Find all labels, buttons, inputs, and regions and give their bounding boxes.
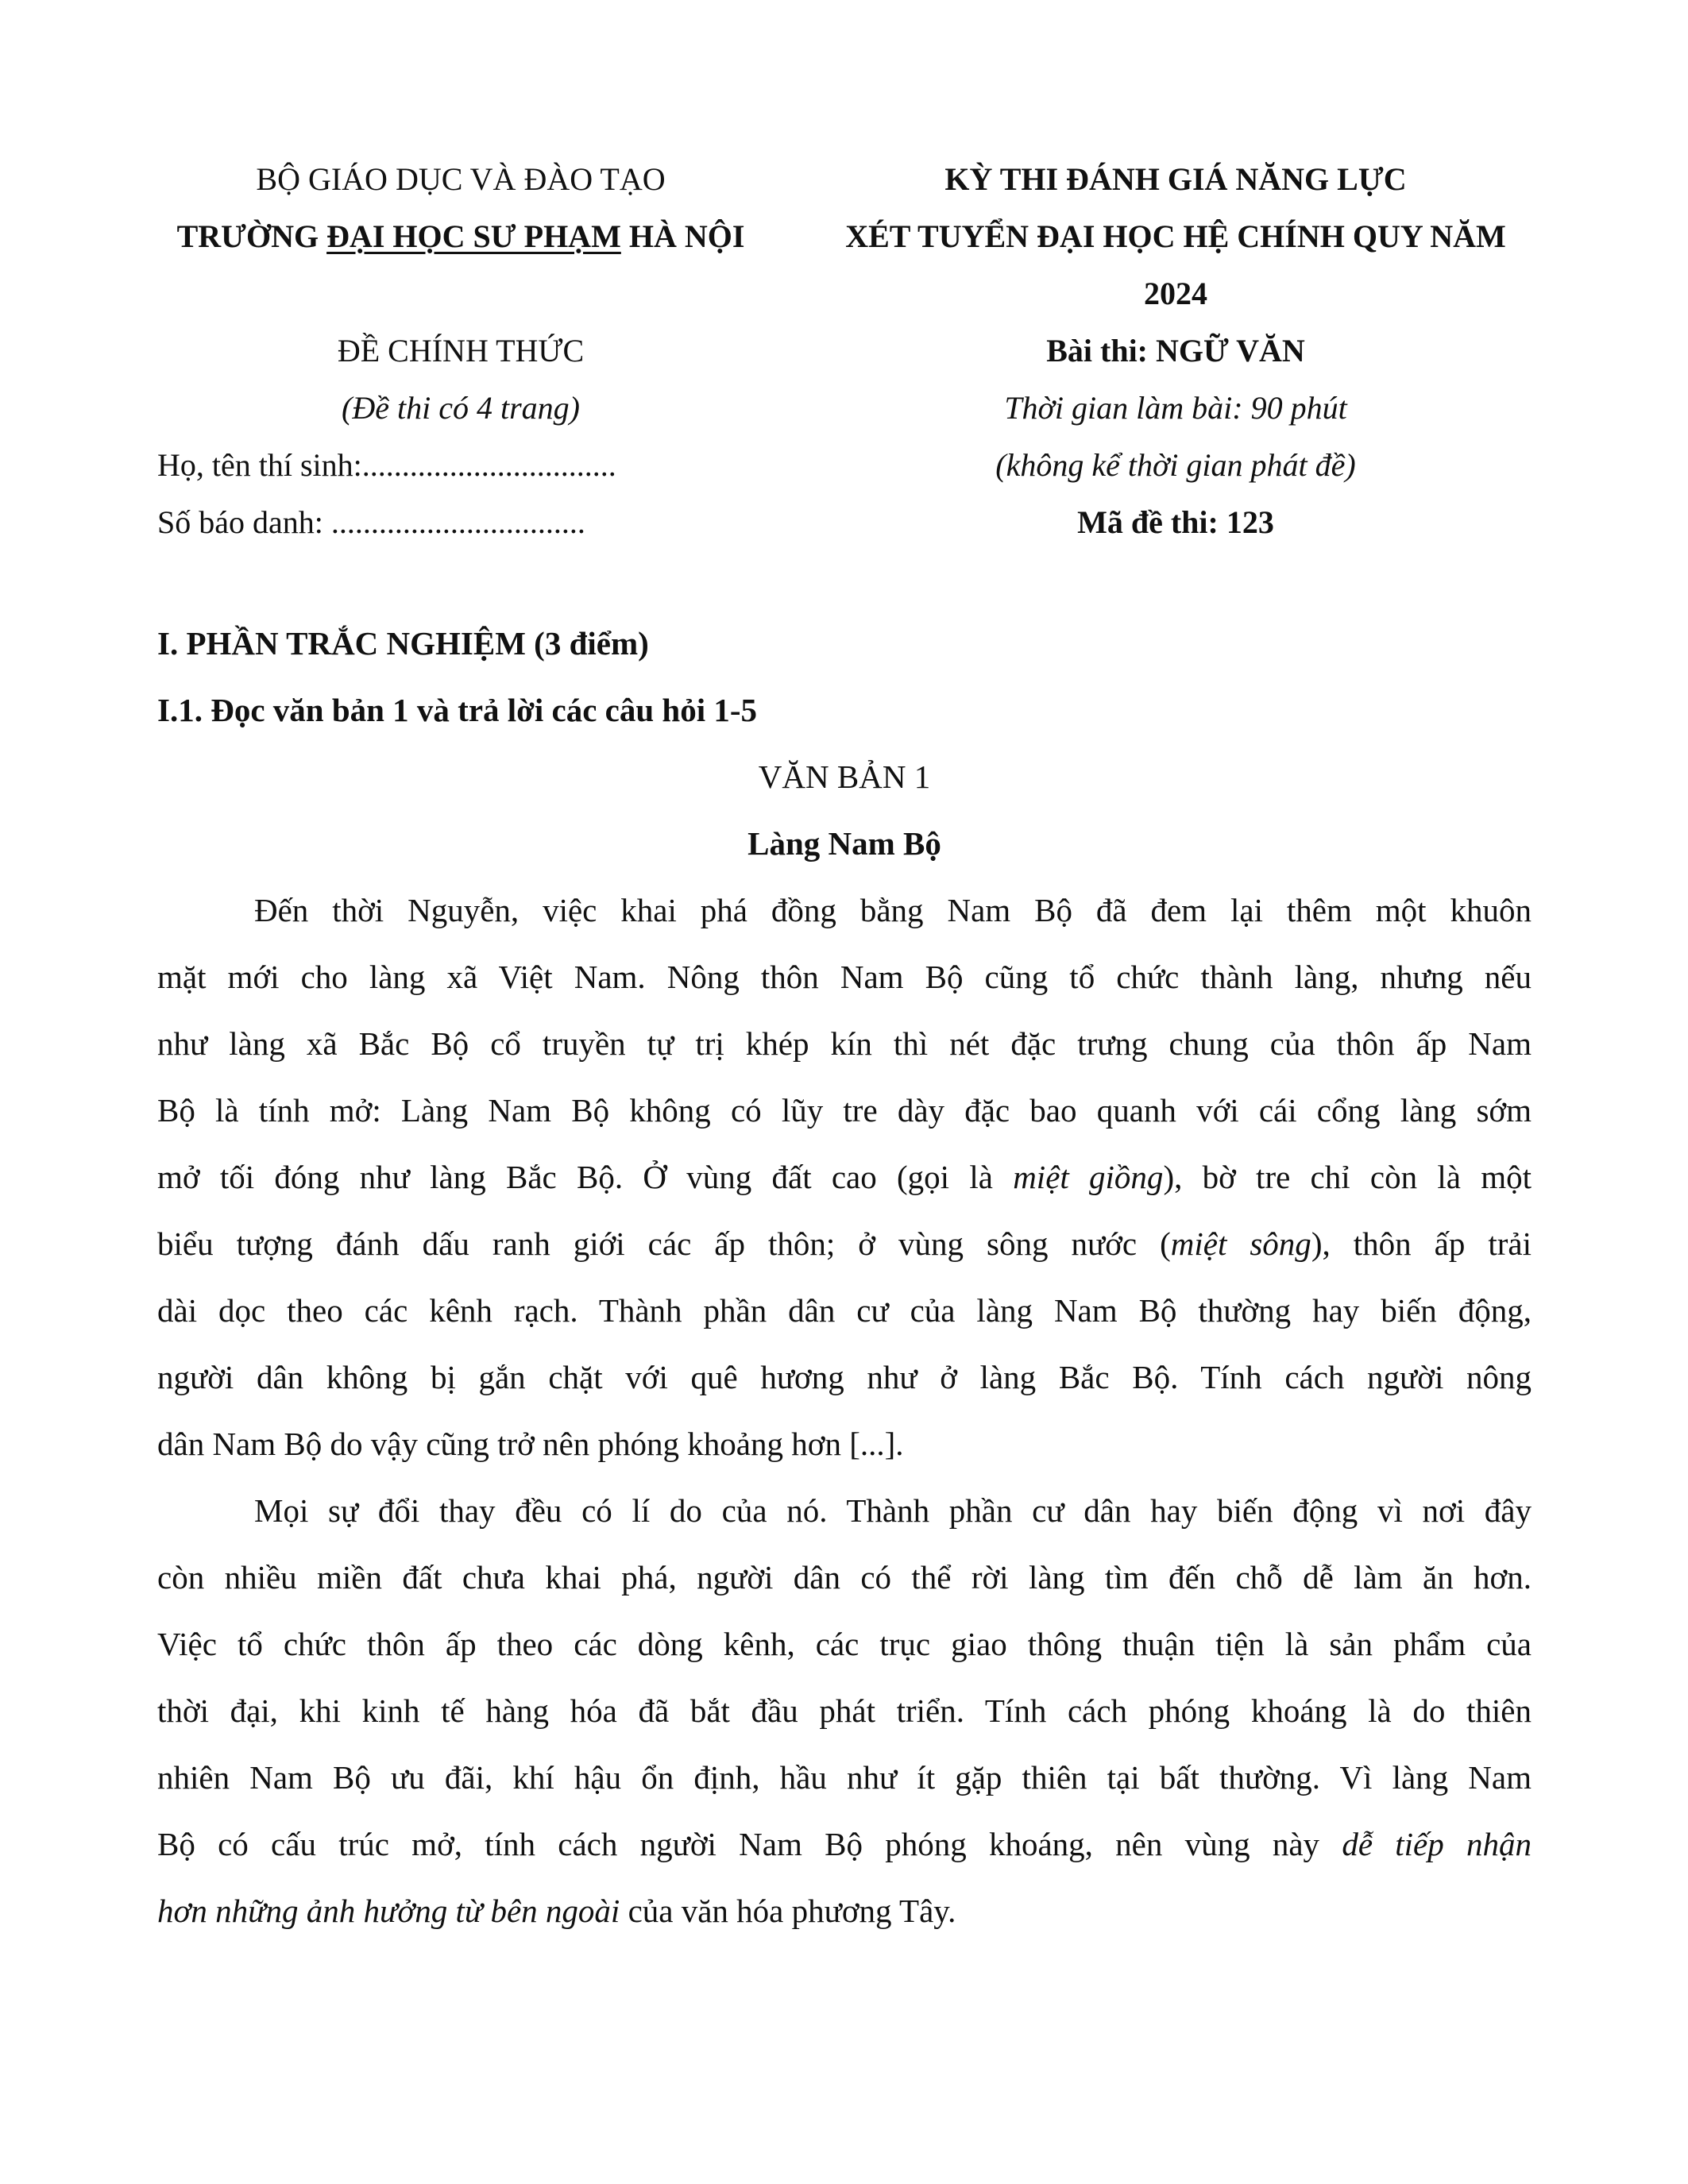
emphasis-anh-huong: hơn những ảnh hưởng từ bên ngoài (157, 1893, 620, 1929)
emphasis-de-tiep-nhan: dễ tiếp nhận (1342, 1826, 1532, 1862)
header-left (127, 151, 794, 551)
paragraph-1 (157, 877, 1532, 1477)
header-right (786, 151, 1565, 551)
paragraph-2 (157, 1477, 1532, 1944)
exam-header (127, 151, 1565, 564)
exam-body (157, 610, 1532, 1944)
p2-line-7-b: của văn hóa phương Tây. (620, 1893, 956, 1929)
exam-year: 2024 (1144, 276, 1207, 311)
subsection-title: I.1. Đọc văn bản 1 và trả lời các câu hỏi 1-5 (157, 692, 757, 728)
p1-line-9: dân Nam Bộ do vậy cũng trở nên phóng khoảng hơn [...]. (157, 1426, 904, 1462)
p1-line-6-a: biểu tượng đánh dấu ranh giới các ấp thôn; ở vùng sông nước ( (157, 1225, 1171, 1262)
duration-note: (không kể thời gian phát đề) (995, 447, 1356, 483)
p2-line-5: nhiên Nam Bộ ưu đãi, khí hậu ổn định, hầu như ít gặp thiên tại bất thường. Vì làng Nam (157, 1759, 1532, 1796)
p1-line-2: mặt mới cho làng xã Việt Nam. Nông thôn Nam Bộ cũng tổ chức thành làng, nhưng nếu (157, 959, 1532, 995)
p1-line-3: như làng xã Bắc Bộ cổ truyền tự trị khép kín thì nét đặc trưng chung của thôn ấp Nam (157, 1025, 1532, 1062)
p1-line-8: người dân không bị gắn chặt với quê hương như ở làng Bắc Bộ. Tính cách người nông (157, 1359, 1532, 1395)
p2-line-3: Việc tổ chức thôn ấp theo các dòng kênh, các trục giao thông thuận tiện là sản phẩm của (157, 1626, 1532, 1662)
p2-line-7 (157, 1877, 1532, 1944)
section-title: I. PHẦN TRẮC NGHIỆM (3 điểm) (157, 625, 649, 662)
exam-title: KỲ THI ĐÁNH GIÁ NĂNG LỰC (944, 161, 1407, 197)
p1-line-5-b: ), bờ tre chỉ còn là một (1163, 1159, 1532, 1195)
p1-line-6 (157, 1210, 1532, 1277)
p2-line-6-a: Bộ có cấu trúc mở, tính cách người Nam Bộ phóng khoáng, nên vùng này (157, 1826, 1342, 1862)
text-title: Làng Nam Bộ (747, 825, 941, 862)
candidate-name-field: Họ, tên thí sinh:................................ (157, 447, 616, 483)
p2-line-4: thời đại, khi kinh tế hàng hóa đã bắt đầu phát triển. Tính cách phóng khoáng là do thiên (157, 1692, 1532, 1729)
p2-line-1: Mọi sự đổi thay đều có lí do của nó. Thành phần cư dân hay biến động vì nơi đây (254, 1492, 1532, 1529)
duration: Thời gian làm bài: 90 phút (1004, 390, 1347, 426)
school-name (127, 208, 794, 265)
p1-line-5 (157, 1144, 1532, 1210)
exam-subtitle: XÉT TUYỂN ĐẠI HỌC HỆ CHÍNH QUY NĂM (845, 218, 1506, 254)
subject: Bài thi: NGỮ VĂN (1046, 333, 1305, 369)
p1-line-6-b: ), thôn ấp trải (1311, 1225, 1532, 1262)
p2-line-2: còn nhiều miền đất chưa khai phá, người dân có thể rời làng tìm đến chỗ dễ làm ăn hơn. (157, 1559, 1532, 1596)
official-label: ĐỀ CHÍNH THỨC (337, 333, 585, 369)
school-prefix: TRƯỜNG (176, 218, 327, 254)
term-miet-song: miệt sông (1170, 1225, 1311, 1262)
p1-line-7: dài dọc theo các kênh rạch. Thành phần dân cư của làng Nam Bộ thường hay biến động, (157, 1292, 1532, 1329)
candidate-id-field: Số báo danh: ................................ (157, 504, 585, 540)
term-miet-giong: miệt giồng (1013, 1159, 1164, 1195)
ministry-name: BỘ GIÁO DỤC VÀ ĐÀO TẠO (256, 161, 666, 197)
p2-line-6 (157, 1811, 1532, 1877)
pages-note: (Đề thi có 4 trang) (342, 390, 580, 426)
p1-line-5-a: mở tối đóng như làng Bắc Bộ. Ở vùng đất cao (gọi là (157, 1159, 1014, 1195)
exam-code: Mã đề thi: 123 (1077, 504, 1274, 540)
p1-line-1: Đến thời Nguyễn, việc khai phá đồng bằng Nam Bộ đã đem lại thêm một khuôn (254, 892, 1532, 928)
school-suffix: HÀ NỘI (620, 218, 745, 254)
text-label: VĂN BẢN 1 (758, 758, 931, 795)
p1-line-4: Bộ là tính mở: Làng Nam Bộ không có lũy tre dày đặc bao quanh với cái cổng làng sớm (157, 1092, 1532, 1129)
school-name-underlined: ĐẠI HỌC SƯ PHẠM (326, 218, 621, 254)
